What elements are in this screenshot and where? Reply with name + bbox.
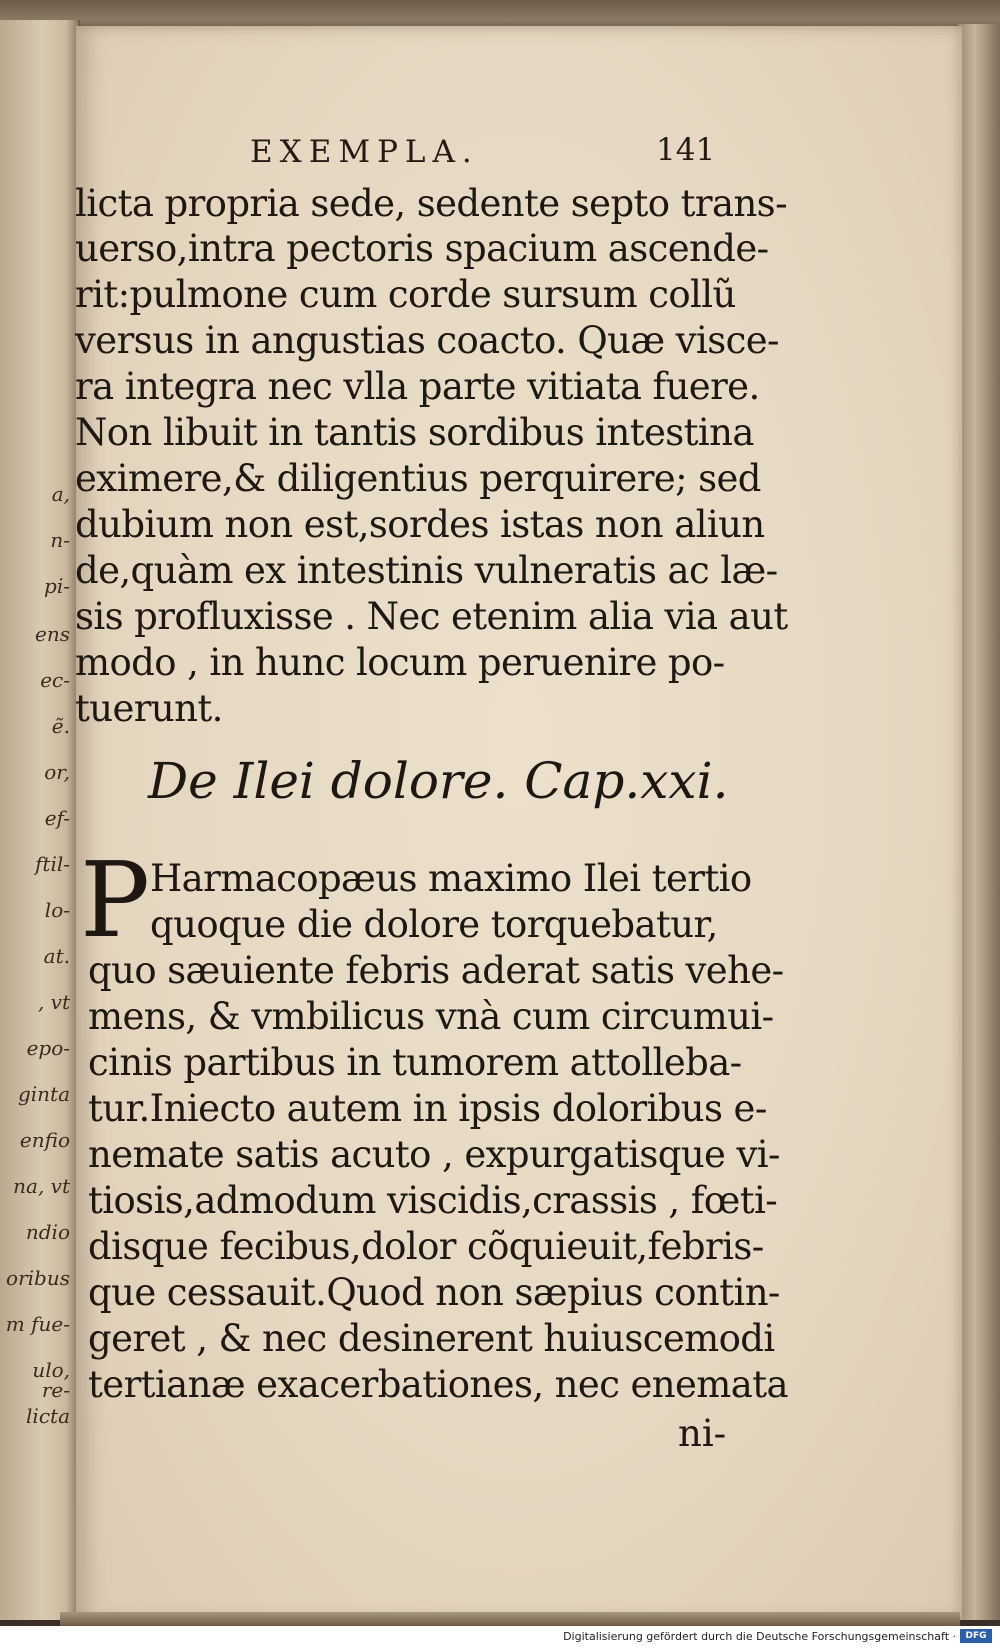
text-line: modo , in hunc locum peruenire po- — [75, 641, 725, 684]
page-number: 141 — [656, 132, 716, 168]
book-bottom-edge — [60, 1612, 960, 1626]
text-line: quoque die dolore torquebatur, — [150, 903, 718, 946]
left-facing-page — [0, 20, 80, 1620]
text-line: Non libuit in tantis sordibus intestina — [75, 411, 754, 454]
text-line: de,quàm ex intestinis vulneratis ac læ- — [75, 549, 778, 592]
text-line: sis profluxisse . Nec etenim alia via aut — [75, 595, 788, 638]
text-line: geret , & nec desinerent huiuscemodi — [88, 1317, 775, 1360]
text-line: tertianæ exacerbationes, nec enemata — [88, 1363, 788, 1406]
text-line: rit:pulmone cum corde sursum collũ — [75, 273, 736, 316]
left-fragment: pi- — [44, 574, 70, 598]
left-fragment: , vt — [37, 990, 70, 1014]
text-line: mens, & vmbilicus vnà cum circumui- — [88, 995, 774, 1038]
text-line: que cessauit.Quod non sæpius contin- — [88, 1271, 780, 1314]
digitization-credit: Digitalisierung gefördert durch die Deutsche Forschungsgemeinschaft · — [563, 1630, 956, 1643]
dfg-logo: DFG — [960, 1629, 992, 1643]
left-fragment: na, vt — [13, 1174, 70, 1198]
text-line: uerso,intra pectoris spacium ascende- — [75, 227, 769, 270]
text-line: Harmacopæus maximo Ilei tertio — [150, 857, 752, 900]
left-fragment: at. — [43, 944, 70, 968]
left-fragment: licta — [26, 1404, 70, 1428]
catchword: ni- — [678, 1412, 727, 1455]
left-fragment: ẽ. — [51, 714, 70, 738]
left-fragment: ens — [35, 622, 70, 646]
text-line: ra integra nec vlla parte vitiata fuere. — [75, 365, 760, 408]
left-fragment: ndio — [25, 1220, 70, 1244]
text-line: quo sæuiente febris aderat satis vehe- — [88, 949, 784, 992]
left-fragment: ec- — [40, 668, 70, 692]
left-fragment: or, — [44, 760, 70, 784]
text-line: nemate satis acuto , expurgatisque vi- — [88, 1133, 780, 1176]
footer-bar — [0, 1626, 1000, 1648]
running-head: EXEMPLA. — [250, 134, 479, 170]
left-fragment: epo- — [26, 1036, 70, 1060]
page-fore-edge — [958, 24, 1000, 1620]
text-line: tiosis,admodum viscidis,crassis , fœti- — [88, 1179, 778, 1222]
text-line: disque fecibus,dolor cõquieuit,febris- — [88, 1225, 764, 1268]
chapter-heading: De Ilei dolore. Cap.xxi. — [148, 752, 729, 810]
left-fragment: oribus — [6, 1266, 70, 1290]
drop-cap: P — [80, 839, 150, 961]
text-line: eximere,& diligentius perquirere; sed — [75, 457, 761, 500]
text-line: licta propria sede, sedente septo trans- — [75, 182, 787, 225]
left-fragment: ginta — [17, 1082, 70, 1106]
left-fragment: n- — [50, 528, 70, 552]
left-fragment: m fue- — [5, 1312, 70, 1336]
left-fragment: ef- — [44, 806, 70, 830]
text-line: tuerunt. — [75, 687, 223, 730]
text-line: dubium non est,sordes istas non aliun — [75, 503, 765, 546]
left-fragment: ulo, re- — [32, 1358, 70, 1402]
text-line: cinis partibus in tumorem attolleba- — [88, 1041, 742, 1084]
left-fragment: ftil- — [35, 852, 70, 876]
left-fragment: enfio — [19, 1128, 70, 1152]
text-line: tur.Iniecto autem in ipsis doloribus e- — [88, 1087, 767, 1130]
text-line: versus in angustias coacto. Quæ visce- — [75, 319, 779, 362]
left-fragment: lo- — [44, 898, 70, 922]
left-fragment: a, — [51, 482, 70, 506]
